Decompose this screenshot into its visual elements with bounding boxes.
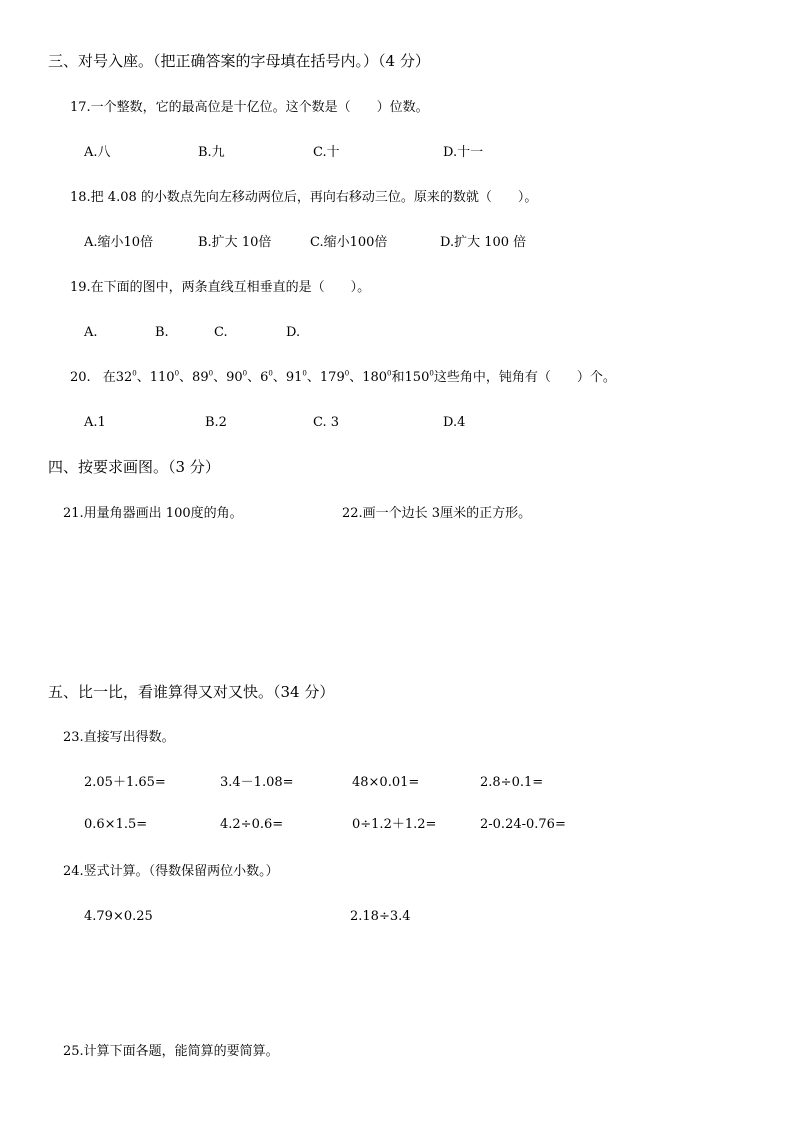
q20-option-d: D.4	[443, 415, 466, 430]
q20-option-b: B.2	[205, 415, 227, 430]
q20-suffix: 这些角中，钝角有（ ）个。	[433, 370, 616, 385]
q20-angle-value: 89	[192, 370, 209, 385]
degree-mark: 0	[344, 369, 350, 378]
degree-mark: 0	[387, 369, 392, 378]
q20-angle-list: $32^0$、$110^0$、$89^0$、$90^0$、$6^0$、$91^0$、$179^0$、$180^0$和$150^0$	[115, 369, 434, 385]
q24-text: 24.竖式计算。（得数保留两位小数。）	[63, 864, 279, 879]
q19-option-c: C.	[214, 325, 228, 340]
section4-heading: 四、按要求画图。（3 分）	[48, 458, 220, 476]
q20-angle-value: 91	[285, 370, 303, 385]
q20-option-c: C. 3	[313, 415, 340, 430]
q20-prefix: 20.	[70, 370, 91, 385]
degree-mark: 0	[208, 369, 214, 378]
q20-angle-value: 110	[149, 370, 175, 385]
q18-option-d: D.扩大 100 倍	[440, 235, 527, 250]
q19-option-a: A.	[84, 325, 98, 340]
q23-r1-c4: 2.8÷0.1=	[480, 775, 544, 790]
q23-r1-c3: 48×0.01=	[352, 775, 420, 790]
q23-r2-c4: 2-0.24-0.76=	[480, 817, 566, 832]
q20-angle-value: 179	[319, 370, 345, 385]
q17-text: 17.一个整数，它的最高位是十亿位。这个数是（ ）位数。	[70, 100, 429, 115]
q23-r2-c1: 0.6×1.5=	[84, 817, 148, 832]
q20-angle-value: 32	[115, 370, 133, 385]
degree-mark: 0	[302, 369, 307, 378]
q17-option-d: D.十一	[443, 145, 484, 160]
degree-mark: 0	[429, 369, 434, 378]
q22-text: 22.画一个边长 3厘米的正方形。	[342, 506, 532, 521]
q23-text: 23.直接写出得数。	[63, 730, 175, 745]
q18-text: 18.把 4.08 的小数点先向左移动两位后，再向右移动三位。原来的数就（ ）。	[70, 190, 538, 205]
q23-r2-c2: 4.2÷0.6=	[220, 817, 284, 832]
q20-angle-value: 150	[404, 370, 430, 385]
q24-item-2: 2.18÷3.4	[350, 909, 411, 924]
q19-option-d: D.	[286, 325, 301, 340]
q23-r2-c3: 0÷1.2＋1.2=	[352, 817, 437, 832]
q19-text: 19.在下面的图中，两条直线互相垂直的是（ ）。	[70, 280, 371, 295]
q20-text	[70, 371, 616, 384]
q25-text: 25.计算下面各题，能简算的要简算。	[63, 1044, 279, 1059]
q17-option-c: C.十	[313, 145, 340, 160]
q23-r1-c2: 3.4－1.08=	[220, 775, 294, 790]
q17-option-b: B.九	[198, 145, 225, 160]
q18-option-a: A.缩小10倍	[84, 235, 154, 250]
q18-option-c: C.缩小100倍	[310, 235, 388, 250]
q23-r1-c1: 2.05＋1.65=	[84, 775, 166, 790]
q17-option-a: A.八	[84, 145, 111, 160]
degree-mark: 0	[132, 369, 137, 378]
degree-mark: 0	[268, 369, 273, 378]
q20-angle-value: 6	[260, 370, 269, 385]
q18-option-b: B.扩大 10倍	[198, 235, 272, 250]
degree-mark: 0	[242, 369, 248, 378]
q24-item-1: 4.79×0.25	[84, 909, 153, 924]
section5-heading: 五、比一比，看谁算得又对又快。（34 分）	[48, 683, 335, 701]
q21-text: 21.用量角器画出 100度的角。	[63, 506, 243, 521]
q20-angle-value: 90	[226, 370, 243, 385]
q20-lead: 在	[102, 370, 116, 385]
section3-heading: 三、对号入座。（把正确答案的字母填在括号内。）（4 分）	[48, 52, 430, 70]
q20-angle-value: 180	[362, 370, 388, 385]
q20-option-a: A.1	[84, 415, 106, 430]
q19-option-b: B.	[155, 325, 169, 340]
degree-mark: 0	[174, 369, 180, 378]
